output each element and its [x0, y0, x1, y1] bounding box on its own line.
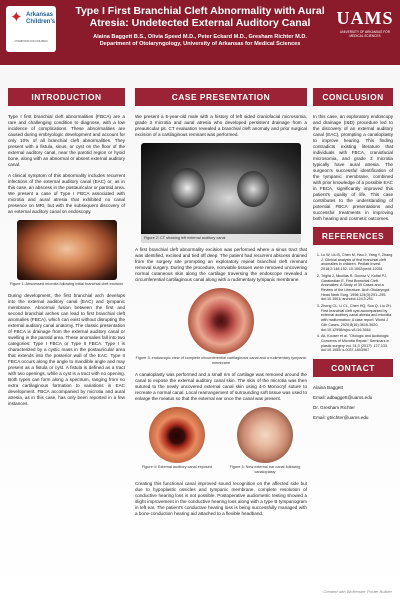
contact-box: [313, 385, 393, 421]
case-paragraph-2: A first branchial cleft abnormality excision was performed where a sinus tract that was identified, excised and tied off deep. The patient had recurrent abscess drained from the surgery site prompting an exploratory repeat branchial cleft remnant removal surgery. During the procedure, nonviable tissues were removed uncovering normal cutaneous skin along the cartilage traversing the endoscope revealed a circumferential cartilaginous canal along with a rudimentary tympanic membrane.: [135, 247, 307, 282]
logo-left-line2: Children's: [26, 19, 56, 25]
figure-1-caption: Figure 1: Abscessed microtia following initial branchial cleft excision: [9, 282, 124, 286]
logo-left-line1: Arkansas: [26, 12, 54, 18]
conclusion-paragraph: In this case, an exploratory endoscopy and drainage (I&D) procedure led to the discovery of an external auditory canal (EAC), prompting a canaloplasty to improve hearing. This finding contradicts existing literature that individuals with FBCA, craniofacial microsomia, and grade 3 microtia typically have aural atresia. The surgeon's successful identification of the tympanic membrane, combined with prior knowledge of a possible EAC in FBCA, significantly improved this patient's quality of life. This case contributes to the understanding of potential FBCA presentations and successful treatments in improving both hearing and cosmetic outcomes.: [313, 114, 393, 221]
figure-4-image: [149, 407, 205, 463]
case-text-4: [135, 481, 307, 517]
introduction-column: [8, 88, 125, 412]
case-text-3: [135, 372, 307, 402]
case-text-1: [135, 114, 307, 138]
case-paragraph-4: Creating this functional canal improved sound recognition on the affected side but due to hypoplastic ossicles and tympanic membrane, complete resolution of conductive hearing loss is not possible. Postoperative audiometric testing showed a slight improvement in the conductive hearing loss along with a type B tympanogram in left ear. The patient's conductive hearing loss is being successfully managed with a bone-conduction hearing aid attached to a flexible headband.: [135, 481, 307, 516]
uams-logo-name: UAMS: [336, 8, 394, 28]
contact-name-1: Alaina Baggett: [313, 385, 343, 391]
figure-2-caption: Figure 2: CT showing left external auditory canal: [141, 234, 301, 243]
case-presentation-column: [135, 88, 307, 522]
references-list-wrap: [313, 253, 393, 353]
figure-2-ct-image: [141, 143, 301, 243]
case-presentation-heading: CASE PRESENTATION: [135, 88, 307, 106]
reference-item: 4. Ali, Kouser et al. "Otologic and Audiologic Concerns of Microtia Repair." Seminars in plastic surgery vol. 31,3 (2017): 127-133. doi:10.1055/ s-0037-1603967: [321, 334, 393, 353]
references-heading: REFERENCES: [313, 227, 393, 245]
uams-logo: [336, 8, 394, 52]
figure-1-image: [17, 220, 117, 280]
poster-header: [0, 0, 400, 65]
poster-title: Type I First Branchial Cleft Abnormality with Aural Atresia: Undetected External Auditory Canal: [75, 5, 325, 29]
authors-names: Alaina Baggett B.S., Olivia Speed M.D., Peter Eckard M.D., Gresham Richter M.D.: [93, 34, 307, 40]
references-list: [313, 253, 393, 353]
footer-credit: Created with BioRender Poster Builder: [323, 589, 392, 594]
conclusion-text: [313, 114, 393, 222]
figure-5-caption: Figure 5: New external ear canal following canaloplasty: [229, 465, 301, 474]
figure-5: [229, 407, 301, 481]
contact-heading: CONTACT: [313, 359, 393, 377]
figure-4: [141, 407, 213, 481]
case-paragraph-3: A canaloplasty was performed and a small rim of cartilage was removed around the canal to expose the external auditory canal skin. The skin of the microtia was then sutured to the newly uncovered external canal skin using 4-0 Monocryl suture to recreate a normal canal. Local rearrangement of surrounding soft tissue was used to enlarge the meatus so that the external ear once the canal was present.: [135, 372, 307, 401]
conclusion-heading: CONCLUSION: [313, 88, 393, 106]
authors-affiliation: Department of Otolaryngology, University of Arkansas for Medical Sciences: [99, 41, 301, 47]
figure-3-caption: Figure 3: endoscopic view of complete circumferential cartilaginous canal and a rudimentary tympanic membrane: [135, 356, 307, 365]
contact-email-1[interactable]: Email: adbaggett@uams.edu: [313, 395, 373, 401]
introduction-heading: INTRODUCTION: [8, 88, 125, 106]
intro-paragraph-1: Type I first branchial cleft abnormalities (FBCA) are a rare and challenging condition to diagnose, with a low incidence of complications. These abnormalities are caused during embryologic development and account for only 10% of all branchial cleft abnormalities. They present with a fistula, sinus, or cyst on the floor of the external auditory canal, near the parotid region or hyoid bone, along with an abnormal or absent external auditory canal.: [8, 114, 125, 167]
introduction-text: [8, 114, 125, 215]
uams-logo-sub: UNIVERSITY OF ARKANSAS FOR MEDICAL SCIENCES: [339, 30, 391, 38]
figure-3-image: [188, 288, 254, 354]
contact-name-2: Dr. Gresham Richter: [313, 405, 355, 411]
figure-5-image: [237, 407, 293, 463]
reference-item: 3. Zhong CL, Li CL, Chen HQ, Sun Q, Liu ZH. First branchial cleft cyst accompanied by external auditory canal atresia and microtia with malformation: A case report. World J Clin Cases. 2020;8(16):3616-3620. doi:10.12998/wjcc.v8.i16.3616: [321, 304, 393, 332]
introduction-text-2: [8, 293, 125, 407]
reference-item: 1. Lu W, Liu B, Chen M, Hao J, Yang Y, Zhang J. Clinical analysis of first branchial cleft anomalies in children. Pediatr Invest. 2018;2:148-152. 10.1002/ped4.12051: [321, 253, 393, 272]
intro-paragraph-2: A clinical symptom of this abnormality includes recurrent infections of the external auditory canal (EAC) or, as in this case, an abscess in the postauricular or parotid area. We present a case of Type I FBCA associated with microtia and aural atresia that exhibited no canal presence on MRI, but with the subsequent discovery of an external auditory canal on endoscopy.: [8, 173, 125, 214]
conclusion-column: [313, 88, 393, 425]
figure-4-caption: Figure 4: External auditory canal exposed: [141, 465, 213, 469]
arkansas-childrens-logo: [6, 6, 56, 52]
intro-paragraph-3: During development, the first branchial arch develops into the external auditory canal (EAC) and tympanic membrane. Abnormal fusion between the first and second branchial arches can lead to first branchial cleft anomalies (FBCA), which can exist without disrupting the external auditory canal anatomy. The classic presentation of FBCA is drainage from the external auditory canal or swelling in the parotid area. These anomalies fall into two categories: Type I FBCA or Type II FBCA. Type I is characterized by a cystic mass in the postauricular area that extends into the posterior wall of the EAC. Type II FBCA occurs along the angle to mandible angle and may present as a fistula or cyst. A fistula is defined as a tract with two openings, while a cyst is a tract with no opening. Both types can form along a spectrum, ranging from no extra cartilaginous formation to variations in EAC development. FBCA accompanied by microtia and aural atresia, as in this case, has only been reported in a few instances.: [8, 293, 125, 406]
figures-4-5-row: [135, 407, 307, 481]
star-logo-icon: ✦: [10, 8, 23, 26]
logo-left-tagline: CHAMPIONS FOR CHILDREN: [14, 40, 48, 43]
reference-item: 2. Triglia J, Nicollas R, Ducroz V, Koltai PJ, Garabedian E. First Branchial Cleft Anomalies: A Study of 39 Cases and a Review of the Literature. Arch Otolaryngol Head Neck Surg. 1998;124(3):291–295. doi:10.1001/ archotol.124.3.291: [321, 274, 393, 302]
case-text-2: [135, 247, 307, 283]
case-paragraph-1: We present a 5-year-old male with a history of left sided craniofacial microsomia, grade 3 microtia and aural atresia who developed persistent drainage from a preauricular pit. CT evaluation revealed a branchial cleft anomaly and prior surgical excision of a cartilaginous remnant was performed.: [135, 114, 307, 137]
poster-authors: [62, 34, 338, 48]
contact-email-2[interactable]: Email: gtrichter@uams.edu: [313, 415, 369, 421]
